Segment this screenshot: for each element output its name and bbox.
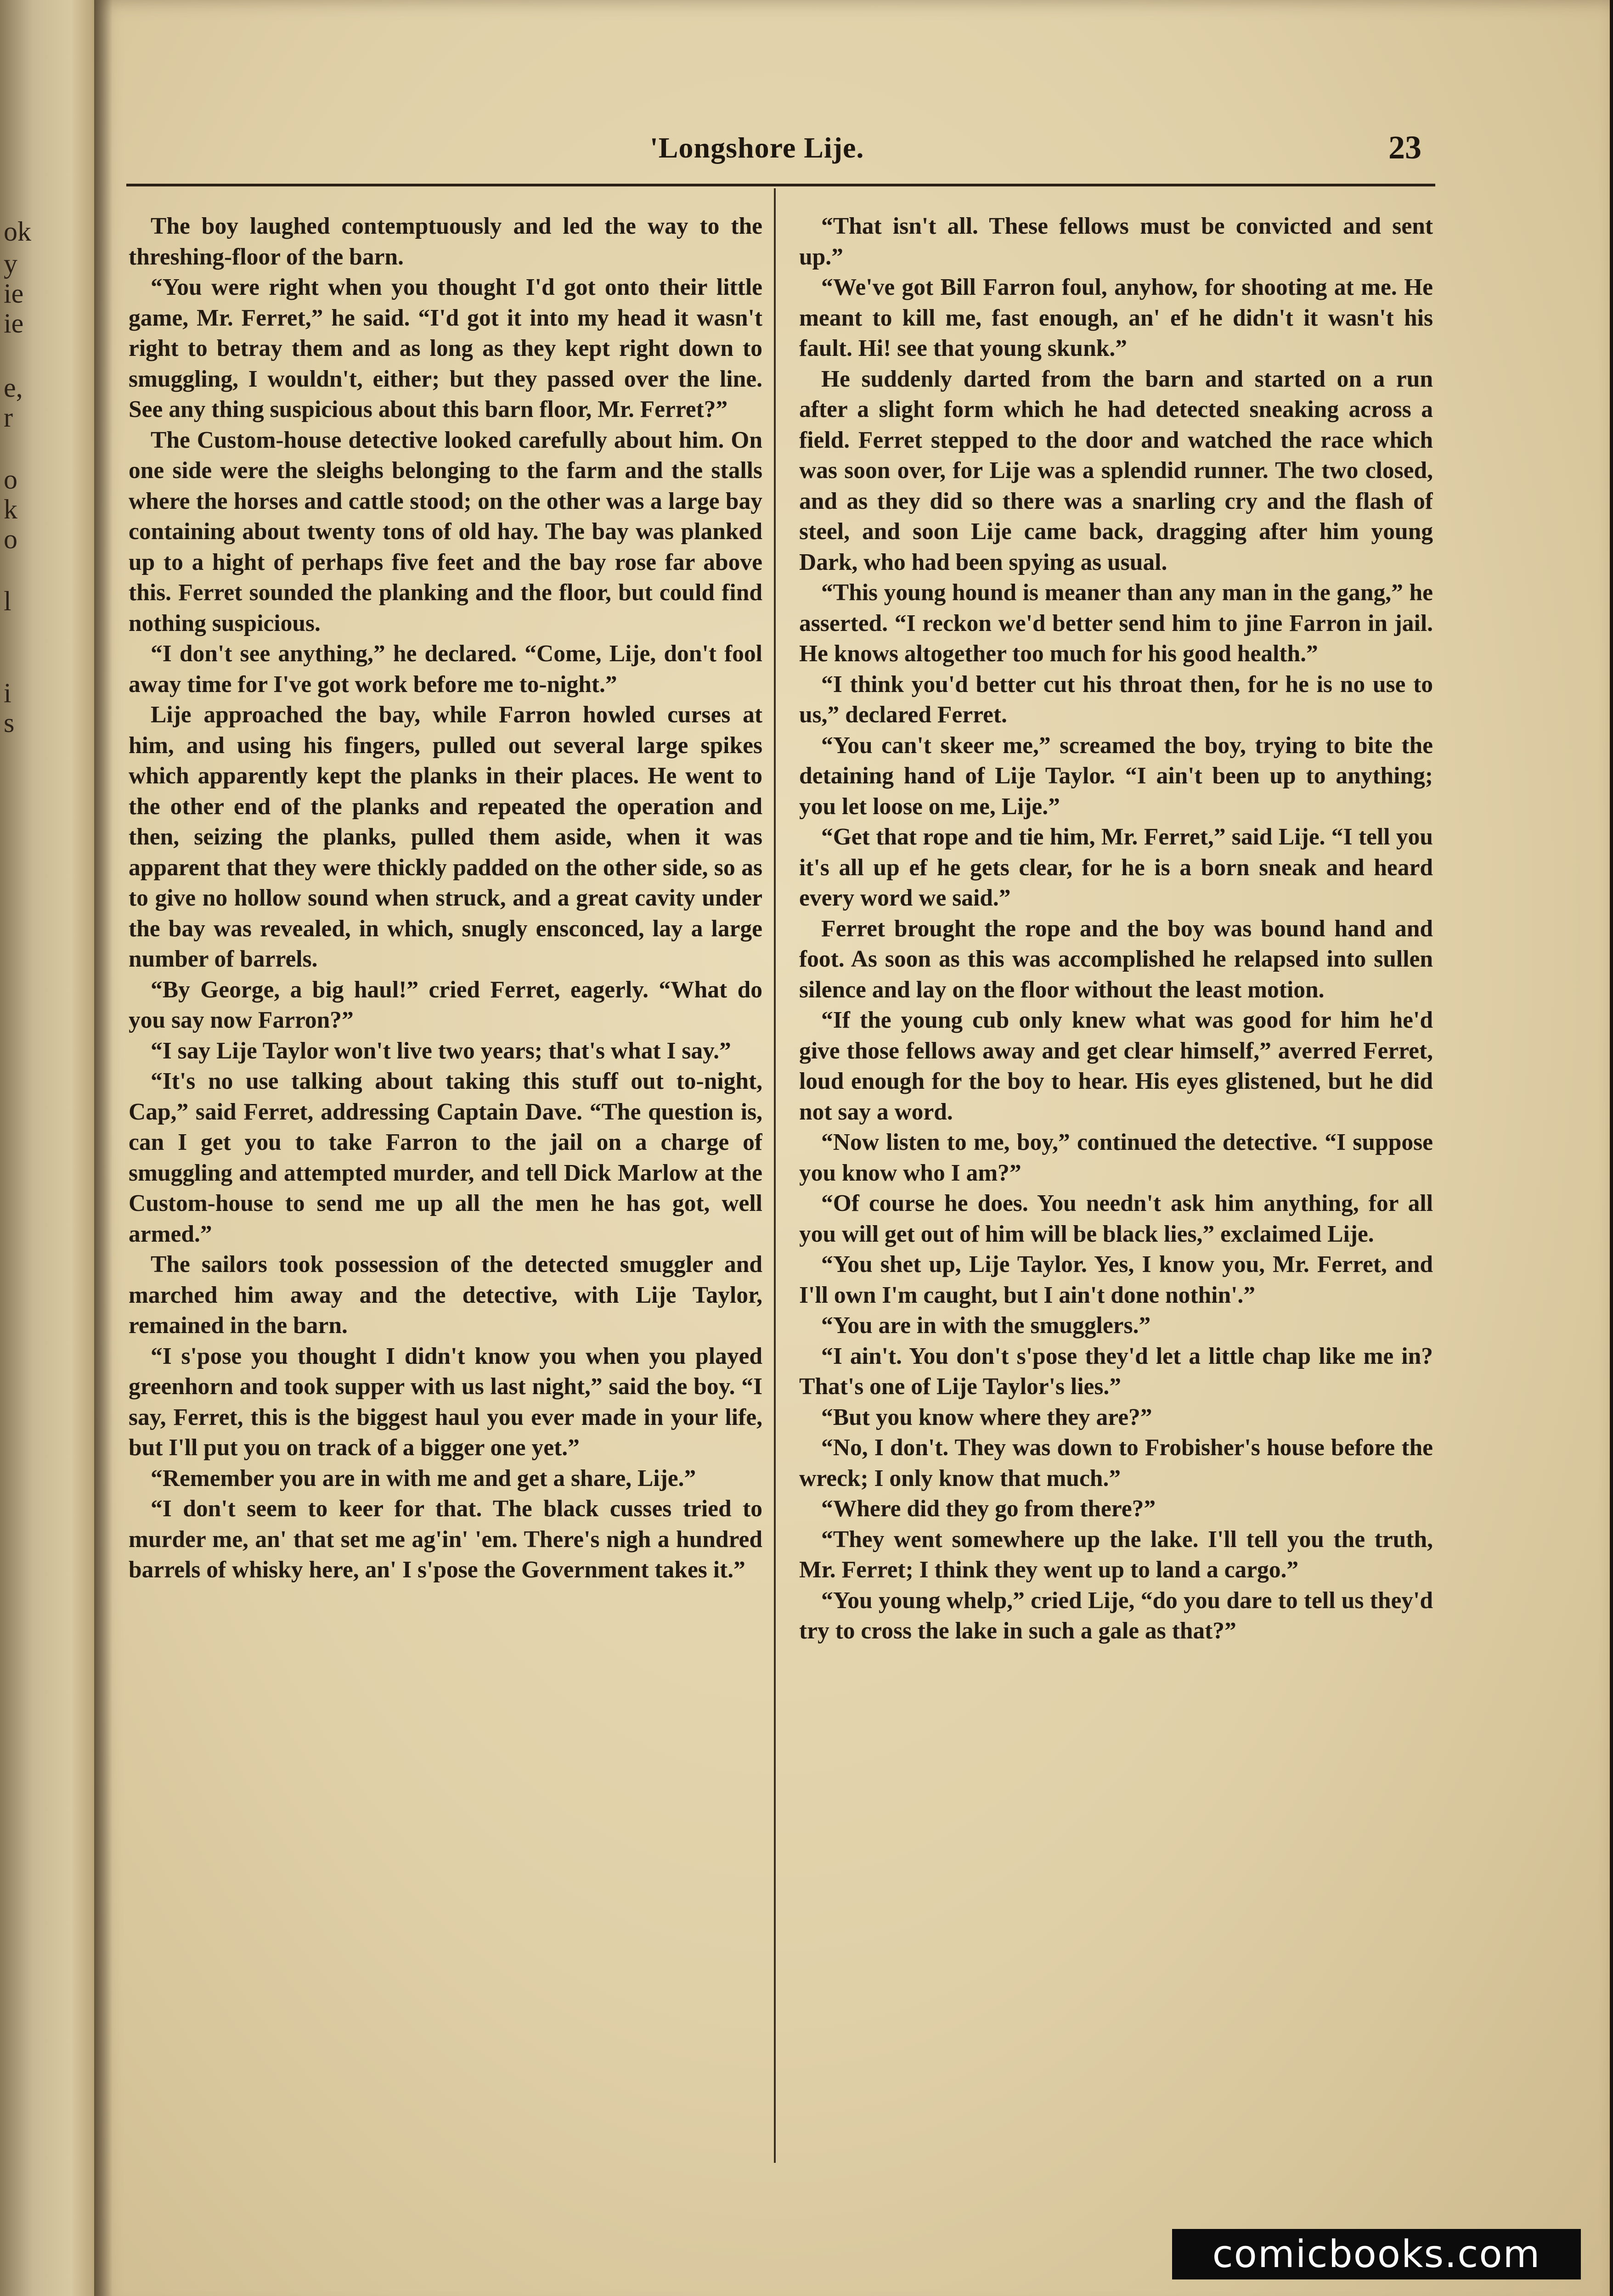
- prev-page-fragment: ok: [4, 216, 31, 247]
- prev-page-fragment: e,: [4, 372, 23, 403]
- paragraph: “They went somewhere up the lake. I'll tell you the truth, Mr. Ferret; I think they went up to land a cargo.”: [799, 1526, 1433, 1583]
- page-header: [122, 122, 1421, 177]
- paragraph: “I don't see anything,” he declared. “Come, Lije, don't fool away time for I've got work before me to-night.”: [129, 641, 762, 698]
- paragraph: “I ain't. You don't s'pose they'd let a little chap like me in? That's one of Lije Taylor's lies.”: [799, 1343, 1433, 1400]
- prev-page-fragment: s: [4, 708, 15, 738]
- paragraph: “I s'pose you thought I didn't know you when you played greenhorn and took supper with us last night,” said the boy. “I say, Ferret, this is the biggest haul you ever made in your life, but I'll put you on track of a bigger one yet.”: [129, 1343, 762, 1461]
- paragraph: He suddenly darted from the barn and started on a run after a slight form which he had detected sneaking across a field. Ferret stepped to the door and watched the race which was soon over, for Lije was a splendid runner. The two closed, and as they did so there was a snarling cry and the flash of steel, and soon Lije came back, dragging after him young Dark, who had been spying as usual.: [799, 366, 1433, 575]
- prev-page-fragment: y: [4, 248, 17, 279]
- right-column: [799, 211, 1433, 2177]
- paragraph: “Of course he does. You needn't ask him anything, for all you will get out of him will be black lies,” exclaimed Lije.: [799, 1190, 1433, 1247]
- paragraph: “I think you'd better cut his throat then, for he is no use to us,” declared Ferret.: [799, 671, 1433, 728]
- gutter-shadow: [94, 0, 113, 2296]
- prev-page-fragment: i: [4, 678, 11, 708]
- header-rule: [126, 184, 1435, 186]
- paragraph: “If the young cub only knew what was good for him he'd give those fellows away and get clear himself,” averred Ferret, loud enough for the boy to hear. His eyes glistened, but he did not say a word.: [799, 1007, 1433, 1125]
- paragraph: The Custom-house detective looked carefully about him. On one side were the sleighs belonging to the farm and the stalls where the horses and cattle stood; on the other was a large bay containing about twenty tons of old hay. The bay was planked up to a hight of perhaps five feet and the bay rose far above this. Ferret sounded the planking and the floor, but could find nothing suspicious.: [129, 427, 762, 636]
- prev-page-fragment: o: [4, 464, 17, 495]
- paragraph: “You are in with the smugglers.”: [821, 1312, 1151, 1339]
- paragraph: “I don't seem to keer for that. The black cusses tried to murder me, an' that set me ag'in' 'em. There's nigh a hundred barrels of whisky here, an' I s'pose the Government takes it.”: [129, 1496, 762, 1583]
- paragraph: “You were right when you thought I'd got onto their little game, Mr. Ferret,” he said. “I'd got it into my head it wasn't right to betray them and as long as they kept right down to smuggling, I wouldn't, either; but they passed over the line. See any thing suspicious about this barn floor, Mr. Ferret?”: [129, 274, 762, 422]
- prev-page-fragment: o: [4, 524, 17, 554]
- watermark: comicbooks.com: [1172, 2229, 1581, 2279]
- paragraph: “I say Lije Taylor won't live two years; that's what I say.”: [151, 1037, 731, 1064]
- paragraph: “It's no use talking about taking this stuff out to-night, Cap,” said Ferret, addressing Captain Dave. “The question is, can I get you to take Farron to the jail on a charge of smuggling and attempted murder, and tell Dick Marlow at the Custom-house to send me up all the men he has got, well armed.”: [129, 1068, 762, 1247]
- paragraph: Lije approached the bay, while Farron howled curses at him, and using his fingers, pulled out several large spikes which apparently kept the planks in their places. He went to the other end of the planks and repeated the operation and then, seizing the planks, pulled them aside, when it was apparent that they were thickly padded on the other side, so as to give no hollow sound when struck, and a great cavity under the bay was revealed, in which, snugly ensconced, lay a large number of barrels.: [129, 702, 762, 972]
- paragraph: “Now listen to me, boy,” continued the detective. “I suppose you know who I am?”: [799, 1129, 1433, 1186]
- paragraph: “You can't skeer me,” screamed the boy, trying to bite the detaining hand of Lije Taylor. “I ain't been up to anything; you let loose on me, Lije.”: [799, 732, 1433, 820]
- prev-page-fragment: ie: [4, 278, 24, 309]
- prev-page-fragment: r: [4, 402, 13, 433]
- page-number: 23: [1388, 129, 1421, 166]
- paragraph: “Get that rope and tie him, Mr. Ferret,” said Lije. “I tell you it's all up ef he gets clear, for he is a born sneak and heard every word we said.”: [799, 824, 1433, 911]
- paragraph: “We've got Bill Farron foul, anyhow, for shooting at me. He meant to kill me, fast enough, an' ef he didn't it wasn't his fault. Hi! see that young skunk.”: [799, 274, 1433, 361]
- paragraph: “Remember you are in with me and get a share, Lije.”: [151, 1465, 696, 1491]
- paragraph: The boy laughed contemptuously and led the way to the threshing-floor of the barn.: [129, 213, 762, 270]
- paragraph: The sailors took possession of the detected smuggler and marched him away and the detective, with Lije Taylor, remained in the barn.: [129, 1251, 762, 1339]
- book-page: [94, 0, 1610, 2296]
- prev-page-fragment: k: [4, 494, 17, 524]
- left-column: [129, 211, 762, 2177]
- paragraph: “But you know where they are?”: [821, 1404, 1152, 1430]
- column-divider: [774, 188, 776, 2163]
- previous-page-edge: [0, 0, 94, 2296]
- paragraph: Ferret brought the rope and the boy was bound hand and foot. As soon as this was accomplished he relapsed into sullen silence and lay on the floor without the least motion.: [799, 915, 1433, 1003]
- running-title: 'Longshore Lije.: [650, 131, 864, 164]
- paragraph: “No, I don't. They was down to Frobisher's house before the wreck; I only know that much.”: [799, 1435, 1433, 1491]
- paragraph: “You young whelp,” cried Lije, “do you dare to tell us they'd try to cross the lake in such a gale as that?”: [799, 1587, 1433, 1644]
- paragraph: “You shet up, Lije Taylor. Yes, I know you, Mr. Ferret, and I'll own I'm caught, but I ain't done nothin'.”: [799, 1251, 1433, 1308]
- prev-page-fragment: l: [4, 586, 11, 616]
- paragraph: “By George, a big haul!” cried Ferret, eagerly. “What do you say now Farron?”: [129, 976, 762, 1033]
- prev-page-fragment: ie: [4, 308, 24, 338]
- paragraph: “That isn't all. These fellows must be convicted and sent up.”: [799, 213, 1433, 270]
- paragraph: “This young hound is meaner than any man in the gang,” he asserted. “I reckon we'd better send him to jine Farron in jail. He knows altogether too much for his good health.”: [799, 580, 1433, 667]
- paragraph: “Where did they go from there?”: [821, 1496, 1156, 1522]
